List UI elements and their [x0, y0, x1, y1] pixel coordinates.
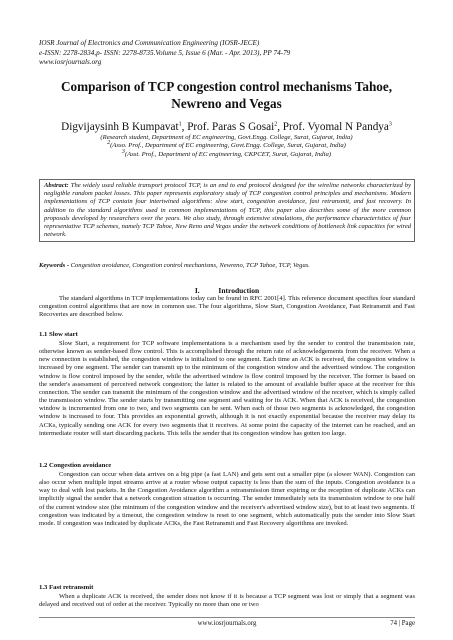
- fast-retransmit-paragraph: When a duplicate ACK is received, the sender does not know if it is because a TCP segment was lost or simply that a segment was delayed and received out of order at the receiver. Typically no more than one or two: [39, 593, 415, 609]
- author-2-sup: 2: [274, 121, 278, 128]
- abstract-text: The widely used reliable transport protocol TCP, is an end to end protocol designed for the wireline networks characterized by negligible random packet losses. This paper represents exploratory study of TCP congestion control principles and mechanisms. Modern implementations of TCP contain four intertwined algorithms: slow start, congestion avoidance, fast retransmit, and fast recovery. In addition to the standard algorithms used in common implementations of TCP, this paper also describes some of the more common proposals developed by researchers over the years. We also study, through extensive simulations, the performance characteristics of four representative TCP schemes, namely TCP Tahoe, New Reno and Vegas under the network conditions of bottleneck link capacities for wired network.: [44, 182, 411, 239]
- author-list: [30, 121, 423, 134]
- journal-header: [39, 39, 419, 68]
- affiliation-2-sup: 2: [107, 140, 111, 147]
- journal-url: www.iosrjournals.org: [39, 58, 102, 67]
- author-3: , Prof. Vyomal N Pandya: [277, 121, 389, 133]
- keywords: [39, 262, 415, 270]
- page-footer: [39, 617, 415, 627]
- subsection-heading-congestion-avoidance: 1.2 Congestion avoidance: [39, 462, 112, 469]
- subsection-heading-slow-start: 1.1 Slow start: [39, 331, 78, 338]
- paper-title: [30, 79, 423, 112]
- affiliation-2: [30, 142, 423, 150]
- journal-name: IOSR Journal of Electronics and Communication Engineering (IOSR-JECE): [39, 39, 260, 47]
- affiliation-3: [30, 148, 423, 159]
- affiliation-3-text: (Asst. Prof., Department of EC engineering, CKPCET, Surat, Gujarat, India): [124, 150, 332, 158]
- journal-issn: e-ISSN: 2278-2834,p- ISSN: 2278-8735.Volume 5, Issue 6 (Mar. - Apr. 2013), PP 74-79: [39, 48, 291, 57]
- abstract-label: Abstract:: [44, 182, 69, 189]
- page-number: 74 | Page: [390, 620, 415, 627]
- title-line-2: Newreno and Vegas: [171, 95, 282, 111]
- title-line-1: Comparison of TCP congestion control mechanisms Tahoe,: [60, 79, 393, 94]
- keywords-text: Congestion avoidance, Congestion control mechanisms, Newreno, TCP Tahoe, TCP, Vegas.: [69, 262, 310, 269]
- abstract-box: [39, 179, 415, 242]
- author-1-sup: 1: [178, 121, 182, 128]
- affiliation-3-sup: 3: [121, 148, 125, 155]
- author-3-sup: 3: [388, 121, 392, 128]
- footer-url: www.iosrjournals.org: [197, 620, 257, 627]
- introduction-paragraph: The standard algorithms in TCP implementations today can be found in RFC 2001[4]. This reference document specifies four standard congestion control algorithms that are now in common use. The four algorithms, Slow Start, Congestion Avoidance, Fast Retransmit and Fast Recoveries are described below.: [39, 295, 415, 319]
- author-1: Digvijaysinh B Kumpavat: [61, 121, 179, 133]
- affiliation-1: (Research student, Department of EC engineering, Govt.Engg. College, Surat, Gujarat, India): [100, 134, 353, 141]
- slow-start-paragraph: Slow Start, a requirement for TCP software implementations is a mechanism used by the sender to control the transmission rate, otherwise known as sender-based flow control. This is accomplished through the return rate of acknowledgements from the receiver. When a new connection is established, the congestion window is initialized to one segment. Each time an ACK is received, the congestion window is increased by one segment. The sender can transmit up to the minimum of the congestion window and the advertised window. The congestion window is flow control imposed by the sender, while the advertised window is flow control imposed by the receiver. The former is based on the sender's assessment of perceived network congestion; the latter is related to the amount of available buffer space at the receiver for this connection. The sender can transmit the minimum of the congestion window and the advertised window of the receiver, which is simply called the transmission window. The sender starts by transmitting one segment and waiting for its ACK. When that ACK is received, the congestion window is incremented from one to two, and two segments can be sent. When each of those two segments is acknowledged, the congestion window is increased to four. This provides an exponential growth, although it is not exactly exponential because the receiver may delay its ACKs, typically sending one ACK for every two segments that it receives. At some point the capacity of the internet can be reached, and an intermediate router will start discarding packets. This tells the sender that its congestion window has gotten too large.: [39, 340, 415, 437]
- keywords-label: Keywords -: [39, 262, 70, 269]
- author-2: , Prof. Paras S Gosai: [181, 121, 275, 133]
- section-heading-introduction: I. Introduction: [194, 286, 260, 295]
- congestion-avoidance-paragraph: Congestion can occur when data arrives on a big pipe (a fast LAN) and gets sent out a smaller pipe (a slower WAN). Congestion can also occur when multiple input streams arrive at a router whose output capacity is less than the sum of the inputs. Congestion avoidance is a way to deal with lost packets. In the Congestion Avoidance algorithm a retransmission timer expiring or the reception of duplicate ACKs can implicitly signal the sender that a network congestion situation is occurring. The sender immediately sets its transmission window to one half of the current window size (the minimum of the congestion window and the receiver's advertised window size), but to at least two segments. If congestion was indicated by a timeout, the congestion window is reset to one segment, which automatically puts the sender into Slow Start mode. If congestion was indicated by duplicate ACKs, the Fast Retransmit and Fast Recovery algorithms are invoked.: [39, 471, 415, 527]
- subsection-heading-fast-retransmit: 1.3 Fast retransmit: [39, 584, 94, 591]
- affiliations: [30, 134, 423, 159]
- affiliation-2-text: (Asso. Prof., Department of EC engineering, Govt.Engg. College, Surat, Gujarat, India): [110, 142, 346, 150]
